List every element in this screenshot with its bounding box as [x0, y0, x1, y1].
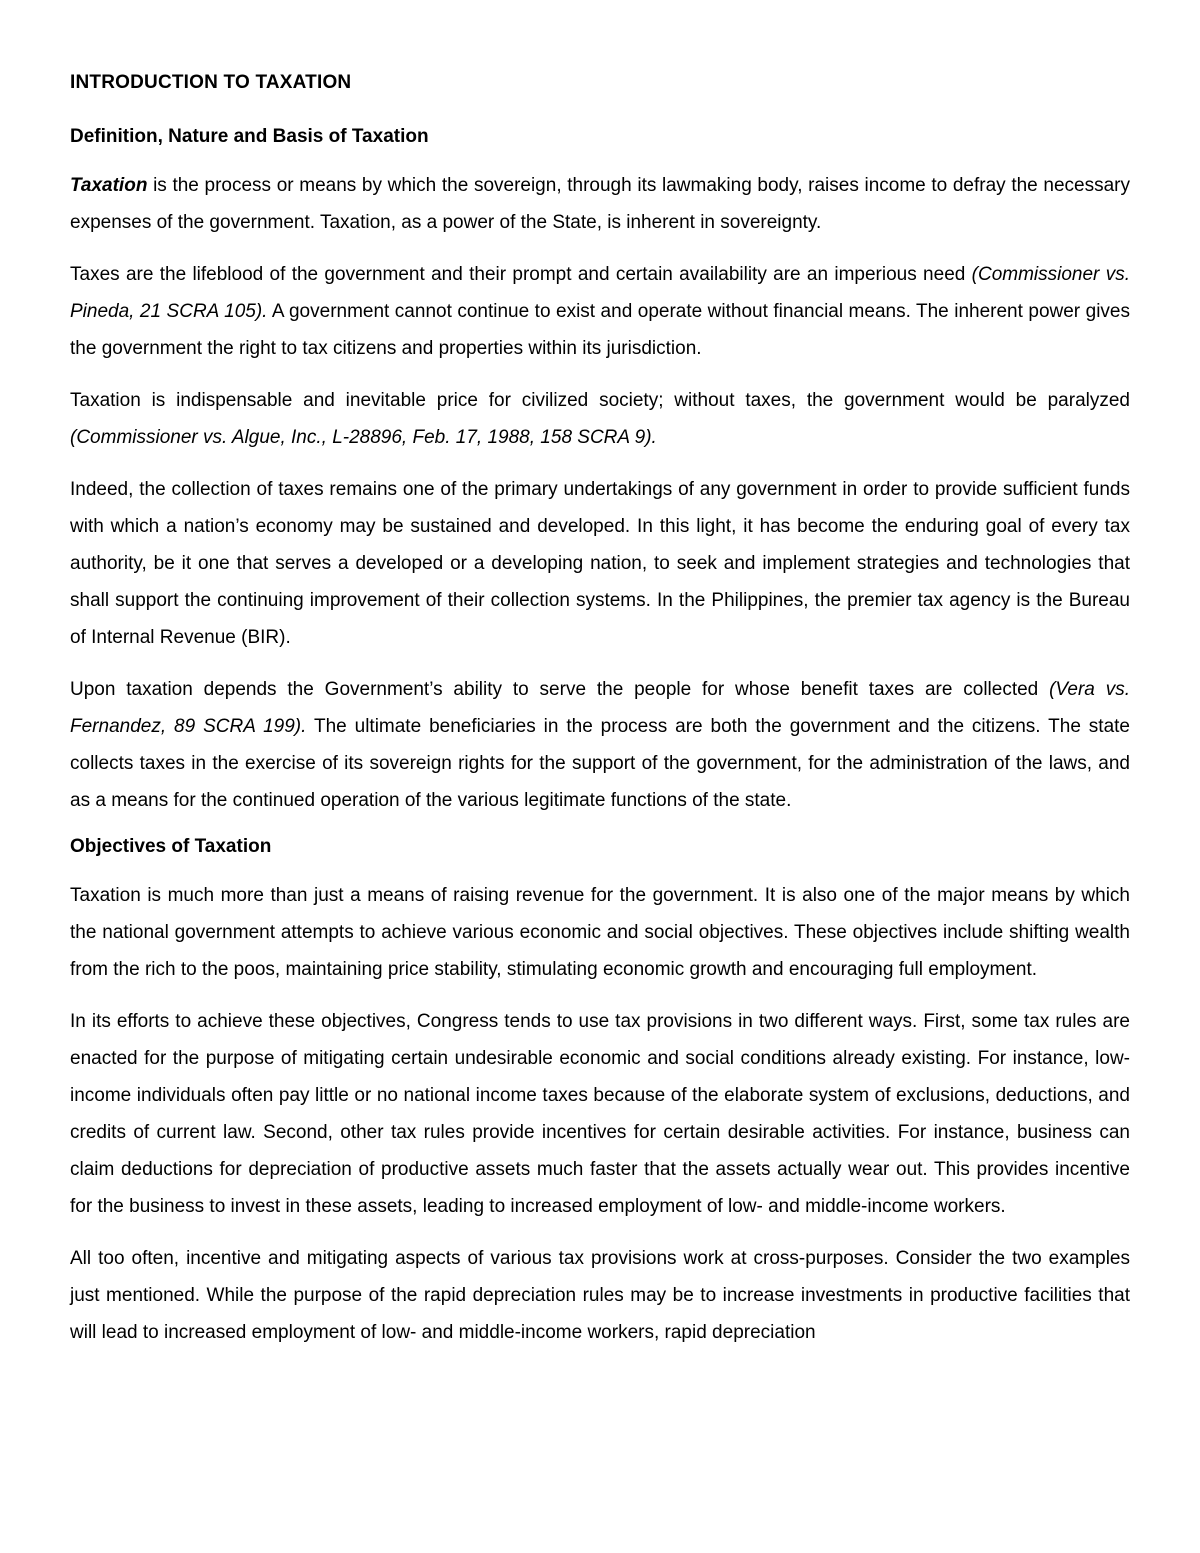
section-heading-objectives: Objectives of Taxation: [70, 836, 272, 857]
document-page: [70, 70, 1130, 1351]
case-citation: (Commissioner vs. Algue, Inc., L-28896, Feb. 17, 1988, 158 SCRA 9).: [70, 427, 657, 448]
paragraph-text: Taxes are the lifeblood of the government and their prompt and certain availability are an imperious need: [70, 264, 972, 285]
document-title: INTRODUCTION TO TAXATION: [70, 72, 352, 93]
paragraph-text: The ultimate beneficiaries in the process are both the government and the citizens. The state collects taxes in the exercise of its sovereign rights for the support of the government, for the administration of the laws, and as a means for the continued operation of the various legitimate functions of the state.: [70, 716, 1130, 811]
case-citation: (Commissioner vs. Pineda, 21 SCRA 105).: [70, 264, 1130, 322]
defined-term: Taxation: [70, 175, 148, 196]
paragraph-lifeblood: [70, 256, 1130, 367]
section-heading-definition: Definition, Nature and Basis of Taxation: [70, 126, 429, 147]
paragraph-definition: [70, 167, 1130, 241]
paragraph-text: is the process or means by which the sovereign, through its lawmaking body, raises income to defray the necessary expenses of the government. Taxation, as a power of the State, is inherent in sovereignty.: [70, 175, 1130, 233]
paragraph-cross-purposes: All too often, incentive and mitigating aspects of various tax provisions work at cross-purposes. Consider the two examples just mentioned. While the purpose of the rapid depreciation rules may be to increase investments in productive facilities that will lead to increased employment of low- and middle-income workers, rapid depreciation: [70, 1248, 1130, 1343]
paragraph-text: Upon taxation depends the Government’s ability to serve the people for whose benefit taxes are collected: [70, 679, 1050, 700]
paragraph-collection: Indeed, the collection of taxes remains one of the primary undertakings of any government in order to provide sufficient funds with which a nation’s economy may be sustained and developed. In this light, it has become the enduring goal of every tax authority, be it one that serves a developed or a developing nation, to seek and implement strategies and technologies that shall support the continuing improvement of their collection systems. In the Philippines, the premier tax agency is the Bureau of Internal Revenue (BIR).: [70, 479, 1130, 648]
paragraph-indispensable: [70, 382, 1130, 456]
paragraph-beneficiaries: [70, 671, 1130, 819]
paragraph-objectives: Taxation is much more than just a means of raising revenue for the government. It is also one of the major means by which the national government attempts to achieve various economic and social objectives. These objectives include shifting wealth from the rich to the poos, maintaining price stability, stimulating economic growth and encouraging full employment.: [70, 885, 1130, 980]
paragraph-text: A government cannot continue to exist and operate without financial means. The inherent power gives the government the right to tax citizens and properties within its jurisdiction.: [70, 301, 1130, 359]
paragraph-congress: In its efforts to achieve these objectives, Congress tends to use tax provisions in two different ways. First, some tax rules are enacted for the purpose of mitigating certain undesirable economic and social conditions already existing. For instance, low-income individuals often pay little or no national income taxes because of the elaborate system of exclusions, deductions, and credits of current law. Second, other tax rules provide incentives for certain desirable activities. For instance, business can claim deductions for depreciation of productive assets much faster that the assets actually wear out. This provides incentive for the business to invest in these assets, leading to increased employment of low- and middle-income workers.: [70, 1011, 1130, 1217]
case-citation: (Vera vs. Fernandez, 89 SCRA 199).: [70, 679, 1130, 737]
paragraph-text: Taxation is indispensable and inevitable price for civilized society; without taxes, the government would be paralyzed: [70, 390, 1130, 411]
